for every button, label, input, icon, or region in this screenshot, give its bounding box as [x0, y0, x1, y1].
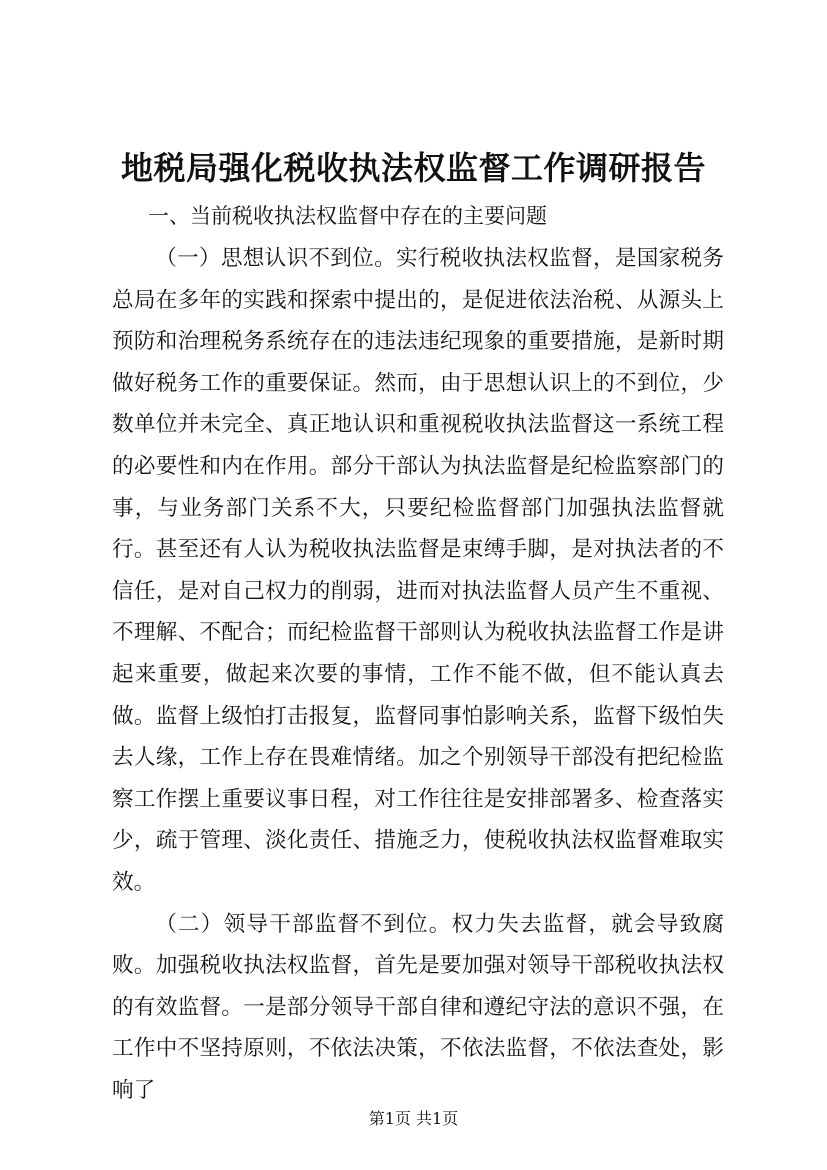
paragraph-1: （一）思想认识不到位。实行税收执法权监督，是国家税务总局在多年的实践和探索中提出的，是促进依法治税、从源头上预防和治理税务系统存在的违法违纪现象的重要措施，是新时期做好税务工作的重要保证。然而，由于思想认识上的不到位，少数单位并未完全、真正地认识和重视税收执法监督这一系统工程的必要性和内在作用。部分干部认为执法监督是纪检监察部门的事，与业务部门关系不大，只要纪检监督部门加强执法监督就行。甚至还有人认为税收执法监督是束缚手脚，是对执法者的不信任，是对自己权力的削弱，进而对执法监督人员产生不重视、不理解、不配合；而纪检监督干部则认为税收执法监督工作是讲起来重要，做起来次要的事情，工作不能不做，但不能认真去做。监督上级怕打击报复，监督同事怕影响关系，监督下级怕失去人缘，工作上存在畏难情绪。加之个别领导干部没有把纪检监察工作摆上重要议事日程，对工作往往是安排部署多、检查落实少，疏于管理、淡化责任、措施乏力，使税收执法权监督难取实效。 [112, 246, 724, 895]
document-title: 地税局强化税收执法权监督工作调研报告 [120, 149, 706, 187]
section-heading: 一、当前税收执法权监督中存在的主要问题 [148, 204, 547, 228]
document-body [112, 238, 724, 1111]
page-footer: 第1页 共1页 [368, 1109, 459, 1128]
paragraph-2: （二）领导干部监督不到位。权力失去监督，就会导致腐败。加强税收执法权监督，首先是要加强对领导干部税收执法权的有效监督。一是部分领导干部自律和遵纪守法的意识不强，在工作中不坚持原则，不依法决策，不依法监督，不依法查处，影响了 [112, 911, 724, 1103]
